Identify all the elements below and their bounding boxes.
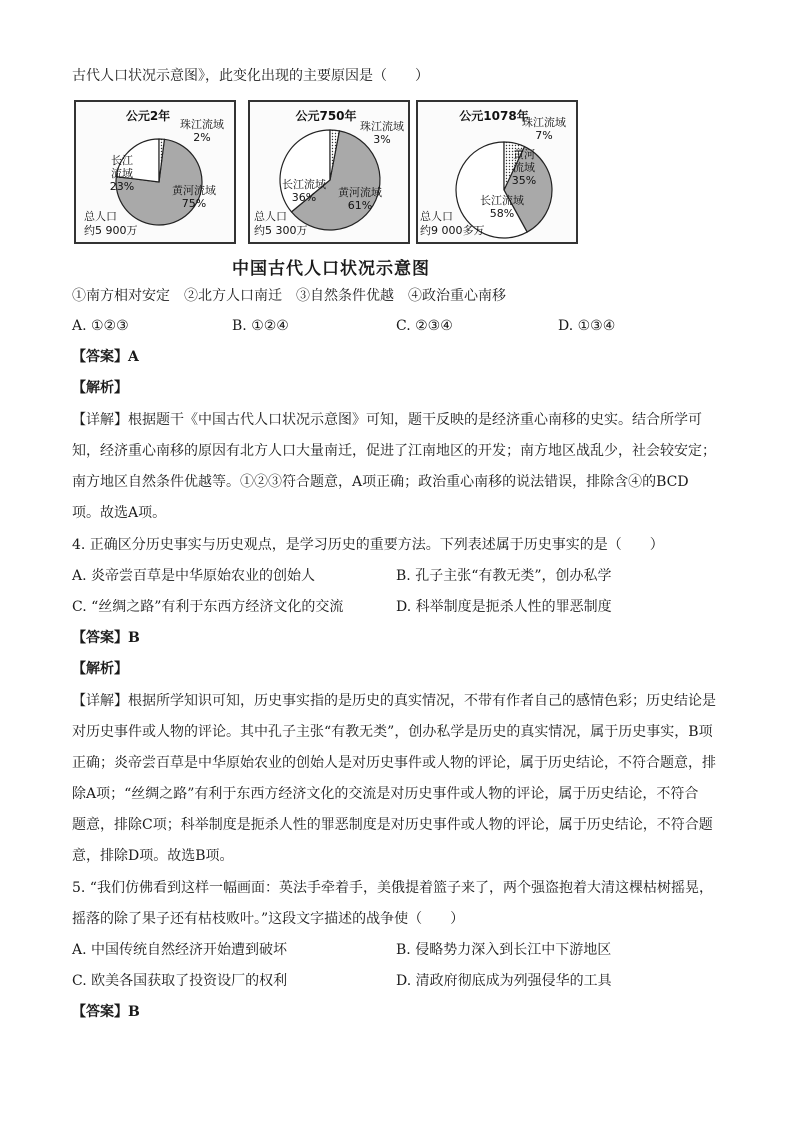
q5-option-d: D. 清政府彻底成为列强侵华的工具 <box>396 973 612 989</box>
pie-slice-label: 长江流域 <box>480 194 524 207</box>
pie-slice-label: 75% <box>181 197 207 210</box>
pie-title: 公元750年 <box>295 109 357 123</box>
pie-panel-750ad <box>248 100 410 244</box>
q4-answer: 【答案】B <box>72 630 140 646</box>
pie-total-label: 总人口 <box>84 210 117 223</box>
q5-answer: 【答案】B <box>72 1004 140 1020</box>
q5-option-a: A. 中国传统自然经济开始遭到破坏 <box>72 942 288 958</box>
pie-slice-label: 流域 <box>111 167 133 180</box>
pie-slice-label: 61% <box>347 199 373 212</box>
q4-detail-line: 正确；炎帝尝百草是中华原始农业的创始人是对历史事件或人物的评论，属于历史结论，不符合题意，排 <box>72 755 716 771</box>
pie-panel-1078ad <box>416 100 578 244</box>
pie-slice-label: 23% <box>109 180 135 193</box>
q3-detail-line: 南方地区自然条件优越等。①②③符合题意，A项正确；政治重心南移的说法错误，排除含④的BCD <box>72 474 689 490</box>
q4-analysis-label: 【解析】 <box>72 661 128 677</box>
pie-chart-750ad <box>250 102 408 242</box>
q3-detail-line: 【详解】根据题干《中国古代人口状况示意图》可知，题干反映的是经济重心南移的史实。结合所学可 <box>72 412 702 428</box>
figure-caption: 中国古代人口状况示意图 <box>232 259 430 279</box>
pie-chart-2ad <box>76 102 234 242</box>
pie-slice-label: 36% <box>291 191 317 204</box>
q3-stem-tail: 古代人口状况示意图》，此变化出现的主要原因是（ ） <box>72 68 429 84</box>
q4-detail-line: 题意，排除C项；科举制度是扼杀人性的罪恶制度是对历史事件或人物的评论，属于历史结论，不符合题 <box>72 817 713 833</box>
q4-option-b: B. 孔子主张“有教无类”，创办私学 <box>396 568 612 584</box>
q3-detail-line: 项。故选A项。 <box>72 505 167 521</box>
pie-panel-2ad <box>74 100 236 244</box>
pie-slice-label: 35% <box>511 174 537 187</box>
q4-option-a: A. 炎帝尝百草是中华原始农业的创始人 <box>72 568 316 584</box>
q5-option-b: B. 侵略势力深入到长江中下游地区 <box>396 942 612 958</box>
q5-option-c: C. 欧美各国获取了投资设厂的权利 <box>72 973 288 989</box>
pie-slice-label: 长江 <box>111 154 133 167</box>
q4-detail-line: 对历史事件或人物的评论。其中孔子主张“有教无类”，创办私学是历史的真实情况，属于历史事实，B项 <box>72 724 713 740</box>
pie-slice-label: 2% <box>193 131 211 144</box>
q3-option-d: D. ①③④ <box>558 318 616 334</box>
q3-option-b: B. ①②④ <box>232 318 289 334</box>
pie-slice-label: 7% <box>535 129 553 142</box>
pie-slice-label: 58% <box>489 207 515 220</box>
pie-slice-label: 珠江流域 <box>180 118 224 131</box>
pie-title: 公元2年 <box>125 109 171 123</box>
q3-option-c: C. ②③④ <box>396 318 453 334</box>
pie-slice-label: 珠江流域 <box>522 116 566 129</box>
q5-stem-line: 5. “我们仿佛看到这样一幅画面：英法手牵着手，美俄提着篮子来了，两个强盗抱着大清这棵枯树摇晃， <box>72 880 713 896</box>
pie-total-label: 总人口 <box>420 210 453 223</box>
population-pie-figure <box>74 100 566 242</box>
pie-slice-label: 长江流域 <box>282 178 326 191</box>
q4-option-c: C. “丝绸之路”有利于东西方经济文化的交流 <box>72 599 344 615</box>
pie-slice-label: 黄河流域 <box>338 186 382 199</box>
pie-slice-label: 珠江流域 <box>360 120 404 133</box>
q3-option-a: A. ①②③ <box>72 318 129 334</box>
q3-detail-line: 知，经济重心南移的原因有北方人口大量南迁，促进了江南地区的开发；南方地区战乱少，社会较安定； <box>72 443 716 459</box>
q3-statements: ①南方相对安定 ②北方人口南迁 ③自然条件优越 ④政治重心南移 <box>72 288 506 304</box>
pie-chart-1078ad <box>418 102 566 242</box>
pie-total-value: 约5 900万 <box>84 224 138 237</box>
q4-detail-line: 意，排除D项。故选B项。 <box>72 848 234 864</box>
pie-title: 公元1078年 <box>459 109 529 123</box>
q4-option-d: D. 科举制度是扼杀人性的罪恶制度 <box>396 599 612 615</box>
q3-answer: 【答案】A <box>72 349 139 365</box>
pie-slice-label: 黄河流域 <box>172 184 216 197</box>
q5-stem-line: 摇落的除了果子还有枯枝败叶。”这段文字描述的战争使（ ） <box>72 911 465 927</box>
q4-detail-line: 【详解】根据所学知识可知，历史事实指的是历史的真实情况，不带有作者自己的感情色彩；历史结论是 <box>72 693 716 709</box>
pie-total-value: 约9 000多万 <box>420 224 485 237</box>
pie-slice-label: 流域 <box>513 161 535 174</box>
q4-detail-line: 除A项；“丝绸之路”有利于东西方经济文化的交流是对历史事件或人物的评论，属于历史结论，不符合 <box>72 786 699 802</box>
q3-analysis-label: 【解析】 <box>72 380 128 396</box>
pie-total-label: 总人口 <box>254 210 287 223</box>
pie-total-value: 约5 300万 <box>254 224 308 237</box>
q4-stem: 4. 正确区分历史事实与历史观点，是学习历史的重要方法。下列表述属于历史事实的是（ ） <box>72 537 664 553</box>
pie-slice-label: 3% <box>373 133 391 146</box>
pie-slice-label: 黄河 <box>513 148 535 161</box>
